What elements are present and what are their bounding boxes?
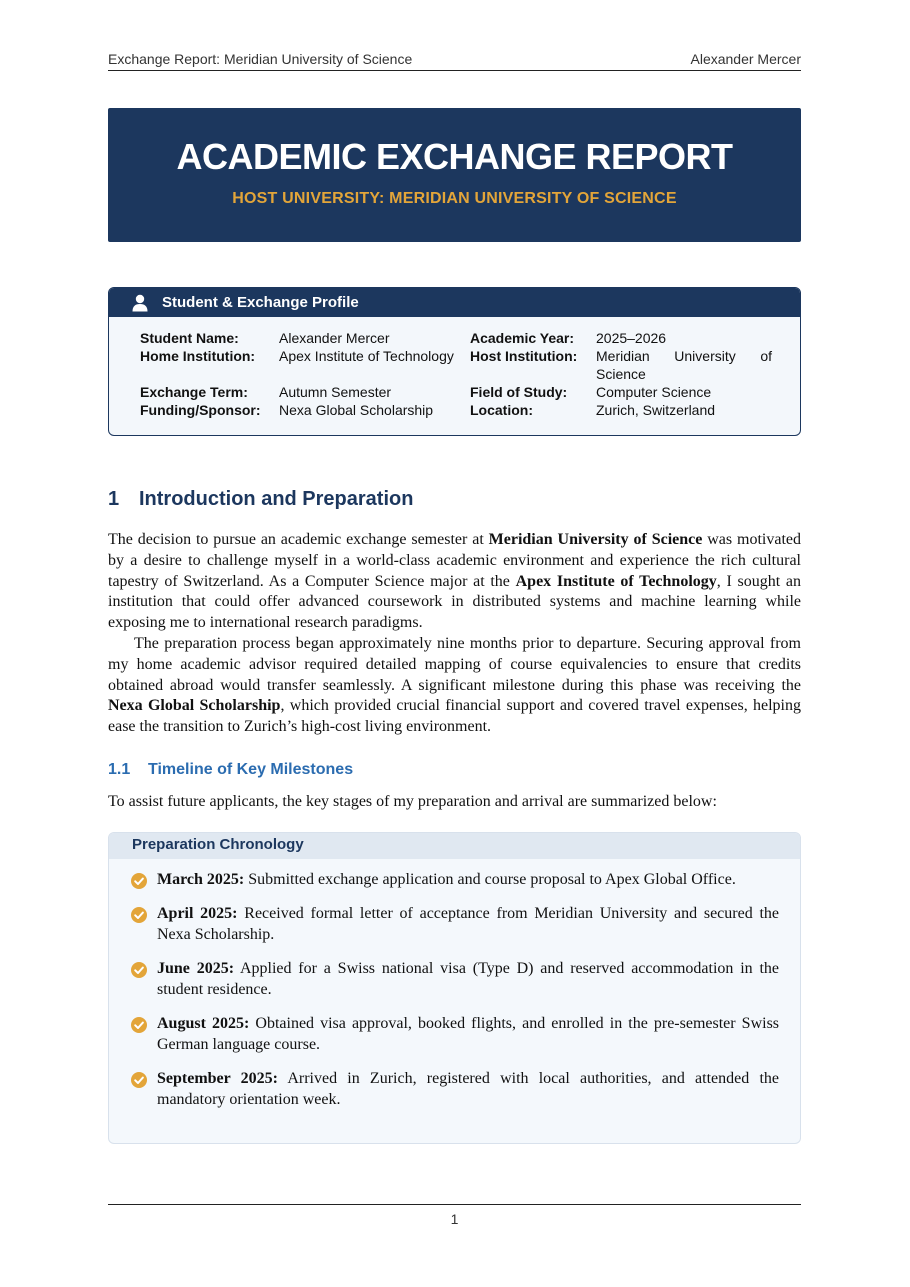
milestone-item [131,904,779,946]
milestone-text: Applied for a Swiss national visa (Type D) and reserved accommodation in the student residence. [157,960,779,998]
profile-table [140,329,796,419]
profile-key: Funding/Sponsor: [140,402,261,418]
check-circle-icon [131,1072,147,1088]
text-run: , which provided crucial financial support and covered travel expenses, helping ease the transition to Zurich’s high-cost living environment. [108,697,802,736]
profile-header [109,288,800,317]
chronology-box [108,832,801,1144]
profile-header-label: Student & Exchange Profile [162,294,359,311]
subsection-number: 1.1 [108,761,131,778]
milestone-item [131,1014,779,1056]
profile-row [140,383,796,401]
milestone-text: Obtained visa approval, booked flights, and enrolled in the pre-semester Swiss German language course. [157,1015,780,1053]
footer-rule [108,1204,801,1205]
section-number: 1 [108,488,120,510]
user-icon [132,294,148,312]
text-run: , I sought an institution that could offer advanced coursework in distributed systems and machine learning while exposing me to international research paradigms. [108,572,802,632]
paragraph: To assist future applicants, the key stages of my preparation and arrival are summarized below: [108,793,717,810]
subsection-title: Timeline of Key Milestones [148,761,354,778]
profile-key: Home Institution: [140,348,256,364]
check-circle-icon [131,962,147,978]
title-banner [108,108,801,242]
milestone-item [131,1069,779,1111]
paragraph [108,530,801,634]
profile-value: Computer Science [596,384,712,400]
profile-value: Apex Institute of Technology [279,348,454,364]
check-circle-icon [131,1017,147,1033]
section-body [108,530,801,738]
section-heading [108,488,413,511]
bold-run: Nexa Global Scholarship [108,697,281,715]
milestone-item [131,959,779,1001]
profile-key: Exchange Term: [140,384,248,400]
profile-row [140,347,796,383]
chronology-header: Preparation Chronology [109,833,800,859]
profile-value: Meridian University of Science [596,348,772,382]
check-circle-icon [131,907,147,923]
milestone-date: March 2025: [157,871,245,888]
profile-value: Autumn Semester [279,384,392,400]
text-run: The preparation process began approximately nine months prior to departure. Securing approval from my home academic advisor required detailed mapping of course equivalencies to ensure that credits obtained abroad would transfer seamlessly. A significant milestone during this phase was receiving the [108,634,801,694]
profile-value: Nexa Global Scholarship [279,402,434,418]
profile-value: 2025–2026 [596,330,667,346]
milestone-item [131,870,779,891]
profile-row [140,329,796,347]
profile-box [108,287,801,436]
milestone-date: September 2025: [157,1070,278,1088]
milestone-list [131,870,779,1124]
milestone-date: April 2025: [157,905,238,923]
milestone-text: Arrived in Zurich, registered with local authorities, and attended the mandatory orientation week. [157,1070,779,1108]
milestone-date: August 2025: [157,1015,250,1033]
running-head-right: Alexander Mercer [690,51,801,67]
milestone-date: June 2025: [157,960,235,978]
paragraph [108,634,801,738]
check-circle-icon [131,873,147,889]
profile-key: Host Institution: [470,348,578,364]
profile-key: Location: [470,402,533,418]
milestone-text: Received formal letter of acceptance from Meridian University and secured the Nexa Scholarship. [157,905,780,943]
milestone-text: Submitted exchange application and course proposal to Apex Global Office. [248,871,736,888]
text-run: The decision to pursue an academic exchange semester at [108,531,489,548]
bold-run: Meridian University of Science [488,531,703,548]
bold-run: Apex Institute of Technology [515,572,717,590]
profile-key: Academic Year: [470,330,575,346]
report-subtitle: HOST UNIVERSITY: MERIDIAN UNIVERSITY OF SCIENCE [232,190,677,207]
profile-key: Field of Study: [470,384,568,400]
profile-row [140,401,796,419]
subsection-heading [108,761,353,779]
running-head-left: Exchange Report: Meridian University of Science [108,51,413,67]
subsection-intro [108,792,801,813]
profile-key: Student Name: [140,330,239,346]
text-run: was motivated by a desire to challenge myself in a world-class academic environment and experience the rich cultural tapestry of Switzerland. As a Computer Science major at the [108,531,802,590]
running-head [108,51,801,71]
profile-value: Zurich, Switzerland [596,402,716,418]
section-title: Introduction and Preparation [139,488,414,510]
profile-value: Alexander Mercer [279,330,390,346]
page-number: 1 [450,1211,459,1227]
report-title: ACADEMIC EXCHANGE REPORT [176,136,733,177]
